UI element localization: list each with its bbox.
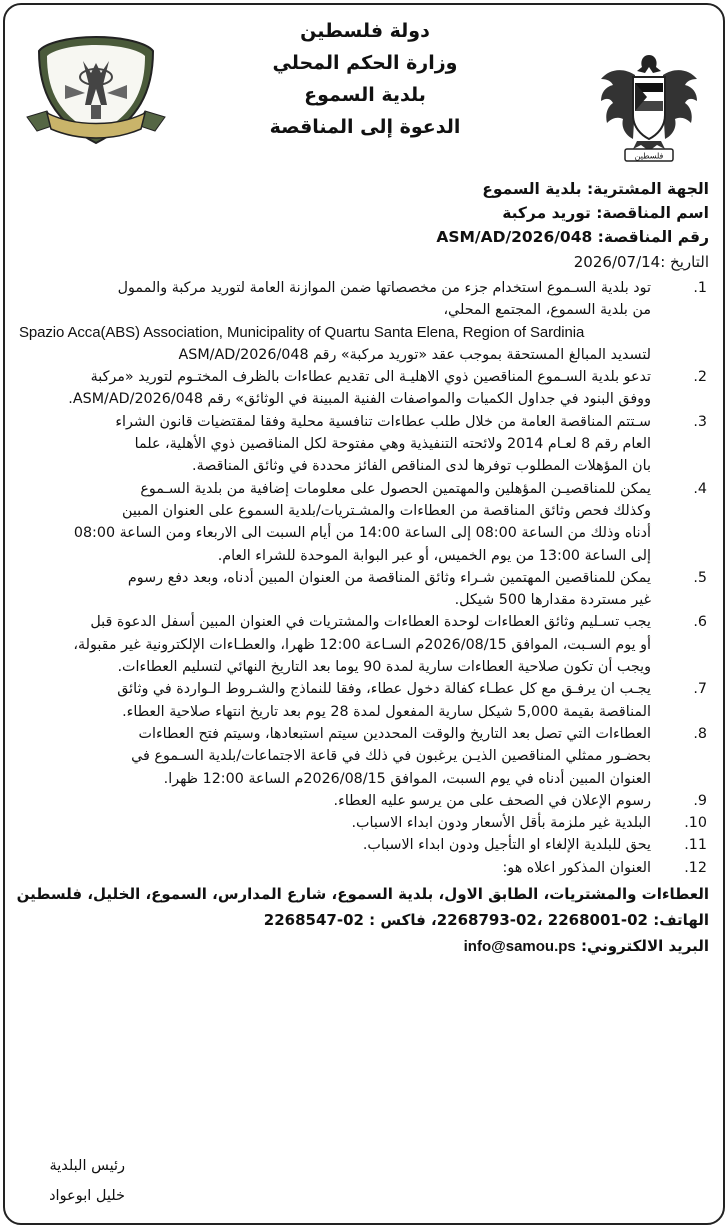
clause-item: [19, 678, 709, 723]
clause-line: رسوم الإعلان في الصحف على من يرسو عليه العطاء.: [333, 792, 651, 809]
clause-number: .4: [693, 480, 707, 497]
clause-line: يمكن للمناقصين المهتمين شـراء وثائق المناقصة من العنوان المبين أدناه، وبعد دفع رسوم: [127, 569, 651, 586]
clause-line: بحضـور ممثلي المناقصين الذيـن يرغبون في ذلك في قاعة الاجتماعات/بلدية السـموع في: [131, 748, 651, 765]
clause-line: ويجب أن تكون صلاحية العطاءات سارية لمدة 90 يوما بعد التاريخ النهائي لتسليم العطاءات.: [117, 659, 651, 676]
clause-number: .9: [693, 792, 707, 809]
clause-number: .10: [684, 815, 707, 832]
clause-line: لتسديد المبالغ المستحقة بموجب عقد «توريد مركبة» رقم ASM/AD/2026/048: [178, 346, 651, 363]
clause-number: .1: [693, 280, 707, 296]
tender-name: اسم المناقصة: توريد مركبة: [502, 204, 709, 222]
tender-meta: [19, 177, 709, 249]
email-link[interactable]: info@samou.ps: [463, 938, 576, 956]
clause-number: .2: [693, 369, 707, 386]
clause-line: بان المؤهلات المطلوب توفرها لدى المناقص الفائز محددة في وثائق المناقصة.: [192, 458, 651, 475]
clause-line: يمكن للمناقصيـن المؤهلين والمهتمين الحصول على معلومات إضافية من بلدية السـموع: [140, 480, 651, 497]
clause-line: يجـب ان يرفـق مع كل عطـاء كفالة دخول عطاء، وفقا للنماذج والشـروط الـواردة في وثائق: [117, 681, 651, 698]
clause-line: أدناه وذلك من الساعة 08:00 إلى الساعة 14:00 من أيام السبت الى الاربعاء ومن الساعة 08:00: [73, 525, 651, 542]
clause-line: ووفق البنود في جداول الكميات والمواصفات الفنية المبينة في الوثائق» رقم ASM/AD/2026/048.: [68, 391, 651, 408]
clause-item: [19, 790, 709, 812]
clause-number: .6: [693, 614, 707, 631]
signatory-name: خليل ابوعواد: [49, 1188, 125, 1204]
clause-line: البلدية غير ملزمة بأقل الأسعار ودون ابداء الاسباب.: [351, 815, 651, 832]
state-name: دولة فلسطين: [300, 20, 430, 42]
clause-item: [19, 834, 709, 856]
clause-item: [19, 723, 709, 790]
announcement-body: [16, 177, 709, 959]
header: [5, 5, 723, 175]
signature-block: [15, 1151, 125, 1211]
announcement-title: الدعوة إلى المناقصة: [269, 116, 461, 138]
clause-item: [19, 567, 709, 612]
clause-line: وكذلك فحص وثائق المناقصة من العطاءات والمشـتريات/بلدية السموع على العنوان المبين: [121, 502, 651, 519]
clause-number: .5: [693, 569, 707, 586]
clause-item: [19, 277, 709, 366]
clause-line: أو يوم السـبت، الموافق 2026/08/15م السـاعة 12:00 ظهرا، والعطـاءات الإلكترونية غير مقبولة،: [73, 636, 651, 653]
email-label: البريد الالكتروني:: [581, 937, 709, 956]
clause-number: .7: [693, 681, 707, 698]
clause-number: .12: [684, 859, 707, 876]
clause-line: سـتتم المناقصة العامة من خلال طلب عطاءات تنافسية محلية وفقا لمقتضيات قانون الشراء: [115, 413, 651, 430]
emblem-caption: فلسطين: [634, 151, 664, 161]
tender-announcement: [3, 3, 725, 1225]
clause-line: Spazio Acca(ABS) Association, Municipality of Quartu Santa Elena, Region of Sardinia: [19, 323, 585, 341]
tender-clauses: [19, 277, 709, 879]
clause-item: [19, 812, 709, 834]
clause-item: [19, 611, 709, 678]
clause-item: [19, 478, 709, 567]
clause-line: العنوان المبين أدناه في يوم السبت، الموافق 2026/08/15م الساعة 12:00 ظهرا.: [163, 770, 651, 787]
clause-line: غير مستردة مقدارها 500 شيكل.: [454, 592, 651, 609]
phone-line: الهاتف: 02-2268001 ،02-2268793، فاكس : 02-2268547: [263, 911, 709, 930]
clause-line: تدعو بلدية السـموع المناقصين ذوي الاهليـة الى تقديم عطاءات بالظرف المختـوم لتوريد «مركبة: [90, 369, 651, 386]
clause-item: [19, 366, 709, 411]
buyer-entity: الجهة المشترية: بلدية السموع: [482, 180, 709, 198]
signatory-title: رئيس البلدية: [49, 1158, 125, 1174]
clause-line: يحق للبلدية الإلغاء او التأجيل ودون ابداء الاسباب.: [362, 837, 651, 854]
palestine-eagle-emblem-icon: [597, 45, 701, 165]
clause-line: تود بلدية السـموع استخدام جزء من مخصصاتها ضمن الموازنة العامة لتوريد مركبة والممول: [117, 280, 651, 296]
municipality-shield-emblem-icon: [25, 33, 167, 151]
address-line: العطاءات والمشتريات، الطابق الاول، بلدية السموع، شارع المدارس، السموع، الخليل، فلسطين: [16, 885, 709, 904]
clause-line: من بلدية السموع، المجتمع المحلي،: [443, 302, 651, 319]
tender-number: رقم المناقصة: ASM/AD/2026/048: [436, 228, 709, 246]
clause-line: العام رقم 8 لعـام 2014 ولائحته التنفيذية وهي مفتوحة لكل المناقصين ذوي الأهلية، علما: [134, 436, 651, 453]
contact-block: [16, 881, 709, 959]
clause-number: .3: [693, 413, 707, 430]
clause-line: العنوان المذكور اعلاه هو:: [502, 859, 651, 876]
clause-line: يجب تسـليم وثائق العطاءات لوحدة العطاءات والمشتريات في العنوان المبين أسفل الدعوة قبل: [90, 614, 651, 631]
clause-line: إلى الساعة 13:00 من يوم الخميس، أو عبر البوابة الموحدة للشراء العام.: [217, 547, 651, 564]
ministry-name: وزارة الحكم المحلي: [272, 52, 458, 74]
clause-line: العطاءات التي تصل بعد التاريخ والوقت المحددين سيتم استبعادها، وسيتم فتح العطاءات: [138, 725, 651, 742]
clause-item: [19, 411, 709, 478]
announcement-date: التاريخ :2026/07/14: [573, 253, 709, 271]
clause-number: .8: [693, 725, 707, 742]
email-line: [19, 933, 709, 959]
municipality-name: بلدية السموع: [304, 84, 426, 106]
clause-number: .11: [684, 837, 707, 854]
clause-item: [19, 857, 709, 879]
clause-line: المناقصة بقيمة 5,000 شيكل سارية المفعول لمدة 28 يوم بعد تاريخ انتهاء صلاحية العطاء.: [122, 703, 651, 720]
header-titles: [195, 15, 535, 143]
